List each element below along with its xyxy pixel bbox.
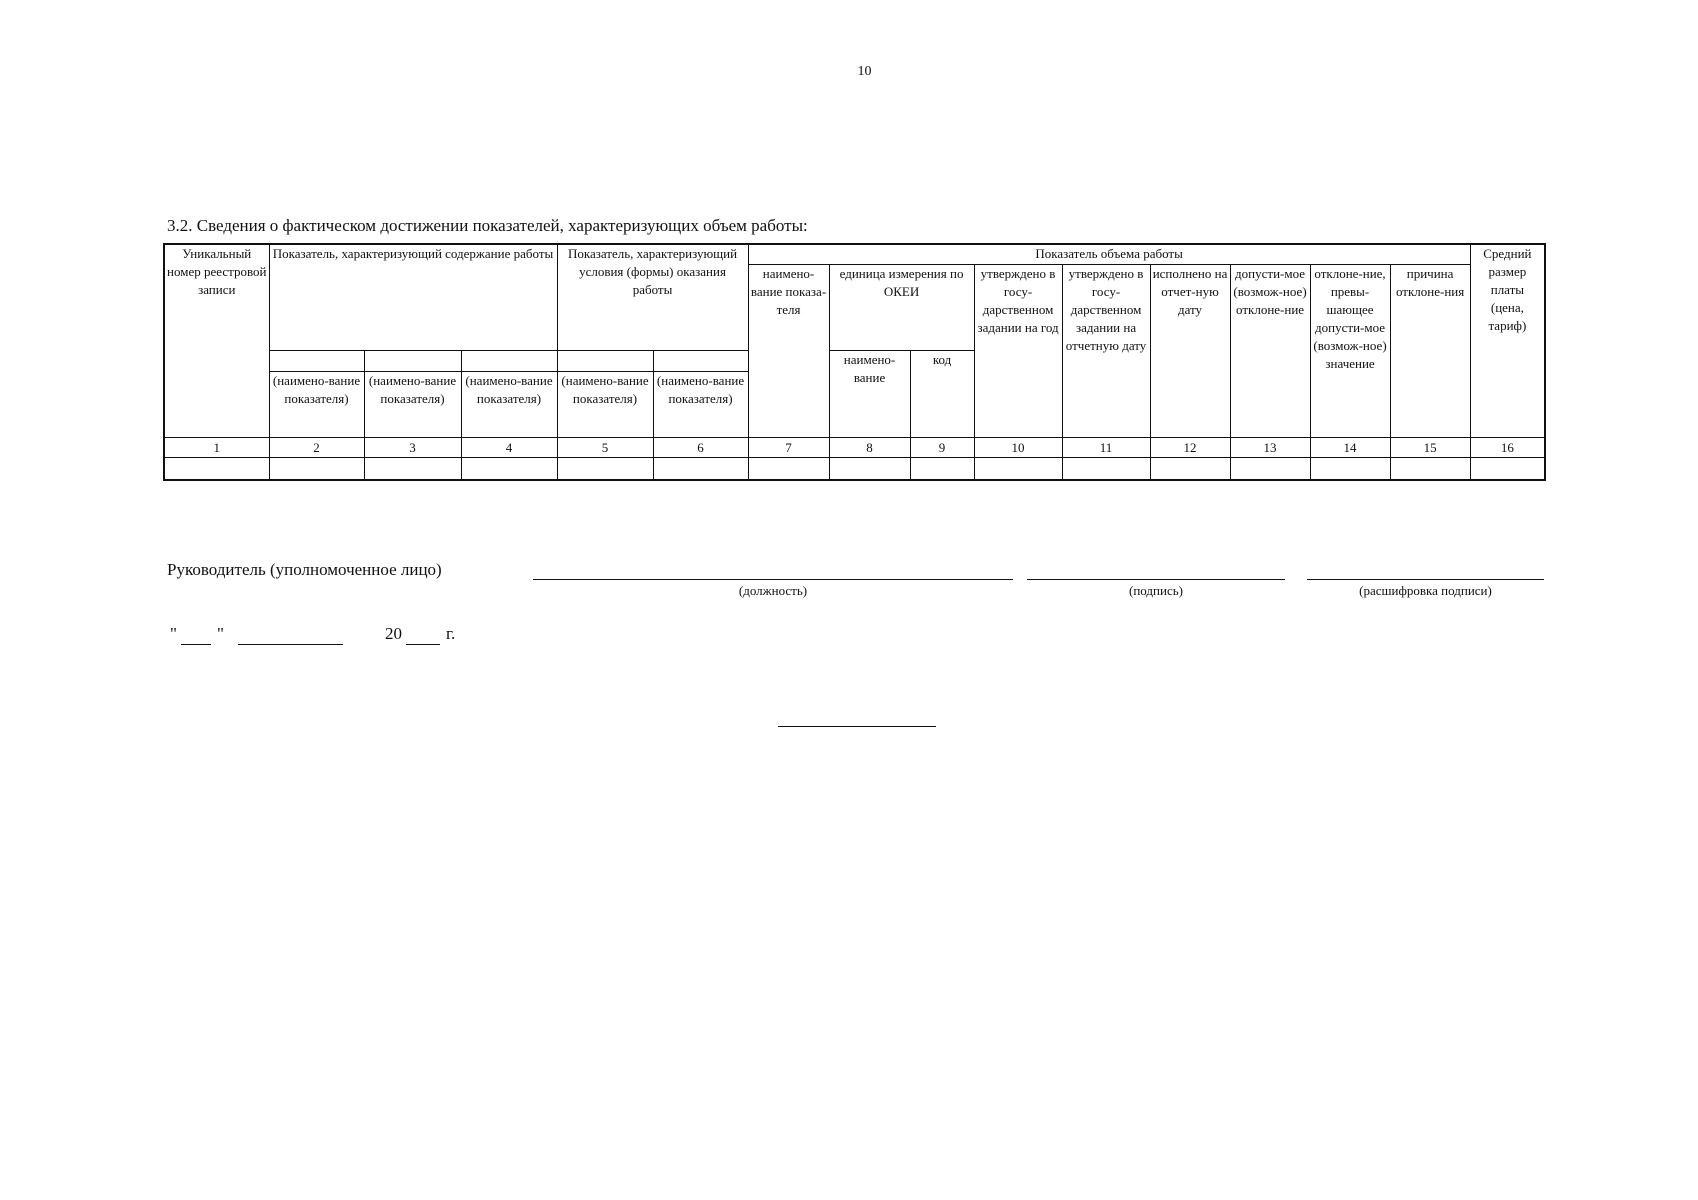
volume-indicators-table	[163, 243, 1546, 481]
signature-line[interactable]	[1027, 579, 1285, 580]
header-average-pay: Средний размер платы (цена, тариф)	[1470, 244, 1545, 438]
header-indicator-name: наимено-вание показа-теля	[748, 265, 829, 438]
data-cell[interactable]	[461, 458, 557, 481]
column-number: 16	[1470, 438, 1545, 458]
header-content-indicator: Показатель, характеризующий содержание работы	[269, 244, 557, 351]
blank-name-cell	[461, 351, 557, 372]
data-cell[interactable]	[164, 458, 269, 481]
header-approved-year: утверждено в госу-дарственном задании на год	[974, 265, 1062, 438]
header-row-1	[164, 244, 1545, 265]
column-number: 4	[461, 438, 557, 458]
column-number: 8	[829, 438, 910, 458]
header-executed: исполнено на отчет-ную дату	[1150, 265, 1230, 438]
header-volume-indicator: Показатель объема работы	[748, 244, 1470, 265]
column-number: 1	[164, 438, 269, 458]
indicator-name-label: (наимено-вание показателя)	[653, 372, 748, 438]
header-unit-okei: единица измерения по ОКЕИ	[829, 265, 974, 351]
header-approved-date: утверждено в госу-дарственном задании на отчетную дату	[1062, 265, 1150, 438]
data-cell[interactable]	[557, 458, 653, 481]
data-cell[interactable]	[910, 458, 974, 481]
header-unit-name: наимено-вание	[829, 351, 910, 438]
decode-caption: (расшифровка подписи)	[1359, 583, 1492, 598]
blank-name-cell	[364, 351, 461, 372]
signature-caption: (подпись)	[1129, 583, 1183, 598]
data-row	[164, 458, 1545, 481]
day-line[interactable]	[181, 644, 211, 645]
data-cell[interactable]	[1470, 458, 1545, 481]
column-number: 13	[1230, 438, 1310, 458]
data-cell[interactable]	[1390, 458, 1470, 481]
column-number-row	[164, 438, 1545, 458]
indicator-name-label: (наимено-вание показателя)	[557, 372, 653, 438]
year-line[interactable]	[406, 644, 440, 645]
column-number: 10	[974, 438, 1062, 458]
position-line[interactable]	[533, 579, 1013, 580]
year-prefix: 20	[385, 624, 402, 643]
position-caption: (должность)	[738, 583, 808, 598]
column-number: 14	[1310, 438, 1390, 458]
data-cell[interactable]	[974, 458, 1062, 481]
data-cell[interactable]	[1062, 458, 1150, 481]
data-cell[interactable]	[748, 458, 829, 481]
blank-name-cell	[653, 351, 748, 372]
column-number: 3	[364, 438, 461, 458]
column-number: 6	[653, 438, 748, 458]
data-cell[interactable]	[364, 458, 461, 481]
header-conditions-indicator: Показатель, характеризующий условия (формы) оказания работы	[557, 244, 748, 351]
indicator-name-label: (наимено-вание показателя)	[364, 372, 461, 438]
data-cell[interactable]	[1150, 458, 1230, 481]
column-number: 12	[1150, 438, 1230, 458]
date-quote-close: "	[217, 624, 224, 643]
indicator-name-label: (наимено-вание показателя)	[461, 372, 557, 438]
year-suffix: г.	[446, 624, 456, 643]
blank-name-cell	[557, 351, 653, 372]
blank-name-cell	[269, 351, 364, 372]
data-cell[interactable]	[829, 458, 910, 481]
column-number: 15	[1390, 438, 1470, 458]
data-cell[interactable]	[1230, 458, 1310, 481]
column-number: 11	[1062, 438, 1150, 458]
signer-label: Руководитель (уполномоченное лицо)	[167, 560, 442, 579]
header-unit-code: код	[910, 351, 974, 438]
data-cell[interactable]	[269, 458, 364, 481]
end-separator-line	[778, 726, 936, 727]
date-quote-open: "	[170, 624, 177, 643]
column-number: 5	[557, 438, 653, 458]
header-allowed-deviation: допусти-мое (возмож-ное) отклоне-ние	[1230, 265, 1310, 438]
decode-line[interactable]	[1307, 579, 1544, 580]
page-number: 10	[857, 64, 872, 79]
header-unique-number: Уникальный номер реестровой записи	[164, 244, 269, 438]
column-number: 7	[748, 438, 829, 458]
column-number: 9	[910, 438, 974, 458]
data-cell[interactable]	[1310, 458, 1390, 481]
data-cell[interactable]	[653, 458, 748, 481]
month-line[interactable]	[238, 644, 343, 645]
header-deviation-reason: причина отклоне-ния	[1390, 265, 1470, 438]
section-title: 3.2. Сведения о фактическом достижении показателей, характеризующих объем работы:	[167, 216, 808, 235]
column-number: 2	[269, 438, 364, 458]
header-exceeding-deviation: отклоне-ние, превы-шающее допусти-мое (возмож-ное) значение	[1310, 265, 1390, 438]
indicator-name-label: (наимено-вание показателя)	[269, 372, 364, 438]
